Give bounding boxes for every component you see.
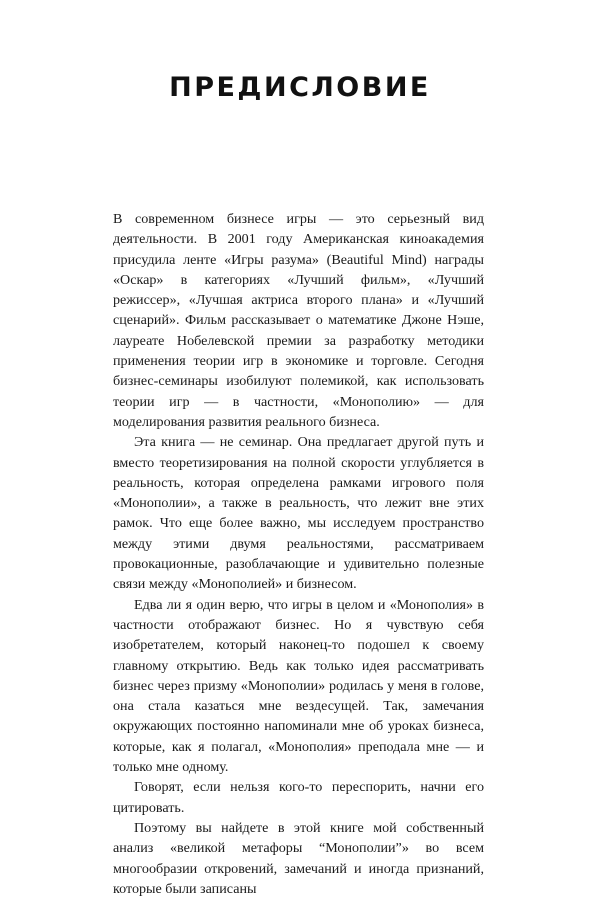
paragraph: Говорят, если нельзя кого-то переспорить, начни его цитировать. [113, 779, 484, 816]
paragraph: В современном бизнесе игры — это серьезный вид деятельности. В 2001 году Американская киноакадемия присудила ленте «Игры разума» (Beautiful Mind) награды «Оскар» в категориях «Лучший фильм», «Лучший режиссер», «Лучшая актриса второго плана» и «Лучший сценарий». Фильм рассказывает о математике Джоне Нэше, лауреате Нобелевской премии за разработку методики применения теории игр в экономике и торговле. Сегодня бизнес-семинары изобилуют полемикой, как использовать теории игр — в частности, «Монополию» — для моделирования развития реального бизнеса. [113, 211, 484, 430]
paragraph: Едва ли я один верю, что игры в целом и «Монополия» в частности отображают бизнес. Но я чувствую себя изобретателем, который наконец-то подошел к своему главному открытию. Ведь как только идея рассматривать бизнес через призму «Монополии» родилась у меня в голове, она стала казаться мне вездесущей. Так, замечания окружающих постоянно напоминали мне об уроках бизнеса, которые, как я полагал, «Монополия» преподала мне — и только мне одному. [113, 596, 484, 776]
chapter-title: ПРЕДИСЛОВИЕ [169, 72, 431, 103]
paragraph: Поэтому вы найдете в этой книге мой собственный анализ «великой метафоры “Монополии”» во всем многообразии откровений, замечаний и иногда признаний, которые были записаны [113, 819, 484, 897]
body-text [113, 209, 484, 899]
paragraph: Эта книга — не семинар. Она предлагает другой путь и вместо теоретизирования на полной скорости углубляется в реальность, которая определена рамками игрового поля «Монополии», а также в реальность, что лежит вне этих рамок. Что еще более важно, мы исследуем пространство между этими двумя реальностями, рассматриваем провокационные, разоблачающие и удивительно полезные связи между «Монополией» и бизнесом. [113, 434, 484, 593]
